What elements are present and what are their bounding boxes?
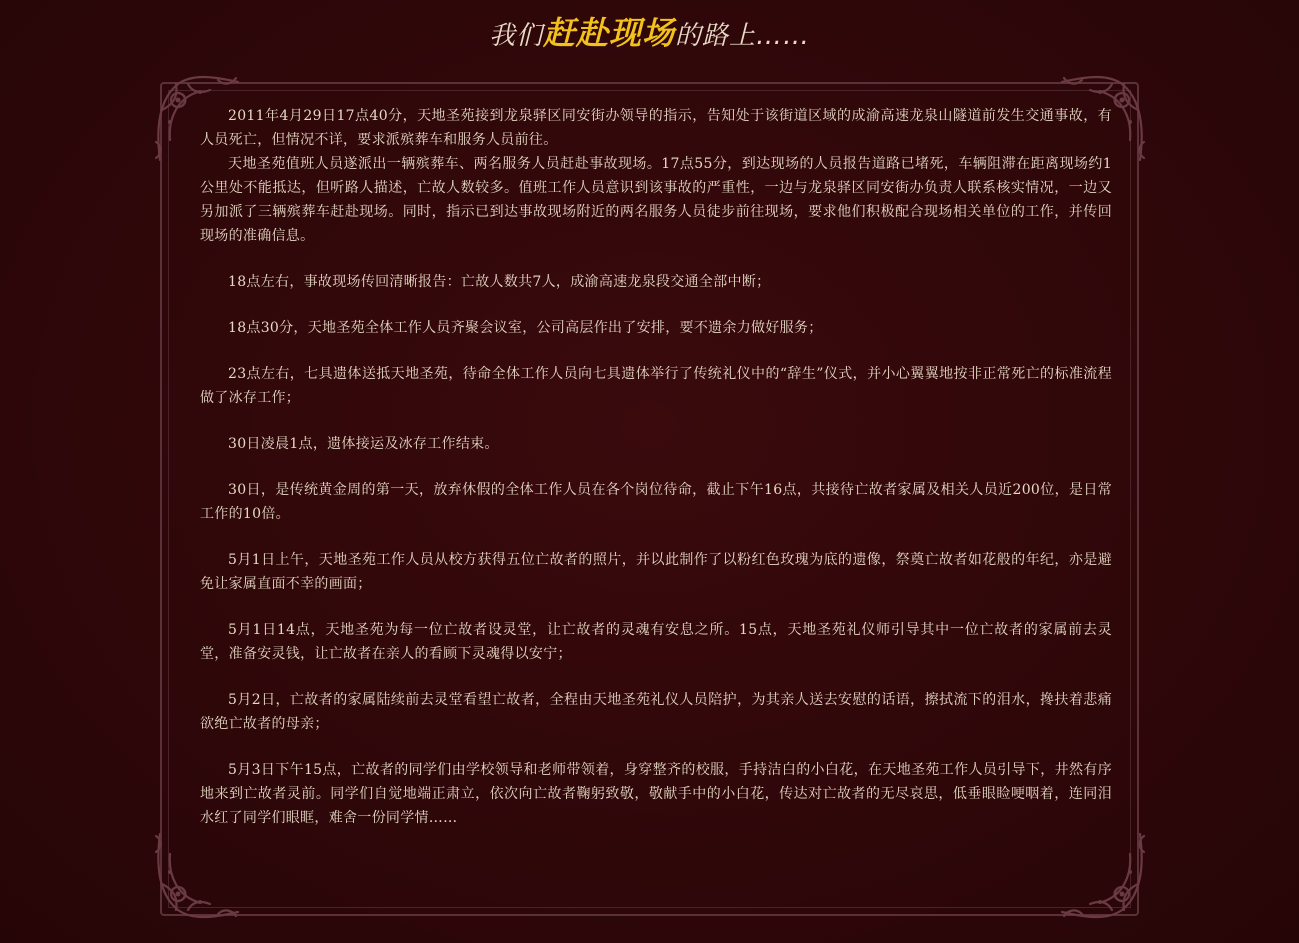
ornament-corner-icon <box>1056 828 1152 924</box>
paragraph: 18点30分，天地圣苑全体工作人员齐聚会议室，公司高层作出了安排，要不遗余力做好服务； <box>228 320 823 336</box>
paragraph: 5月2日，亡故者的家属陆续前去灵堂看望亡故者，全程由天地圣苑礼仪人员陪护，为其亲人送去安慰的话语，擦拭流下的泪水，搀扶着悲痛欲绝亡故者的母亲； <box>200 692 1112 732</box>
article-body <box>200 104 1112 830</box>
paragraph: 5月3日下午15点，亡故者的同学们由学校领导和老师带领着，身穿整齐的校服，手持洁白的小白花，在天地圣苑工作人员引导下，井然有序地来到亡故者灵前。同学们自觉地端正肃立，依次向亡故者鞠躬致敬，敬献手中的小白花，传达对亡故者的无尽哀思，低垂眼睑哽咽着，连同泪水红了同学们眼眶，难舍一份同学情…… <box>200 762 1112 826</box>
title-prefix: 我们 <box>488 21 543 51</box>
paragraph: 18点左右，事故现场传回清晰报告：亡故人数共7人，成渝高速龙泉段交通全部中断； <box>228 274 771 290</box>
paragraph: 2011年4月29日17点40分，天地圣苑接到龙泉驿区同安街办领导的指示，告知处于该街道区域的成渝高速龙泉山隧道前发生交通事故，有人员死亡，但情况不详，要求派殡葬车和服务人员前往。 <box>200 108 1112 148</box>
title-suffix: 的路上…… <box>675 21 811 51</box>
paragraph: 23点左右，七具遗体送抵天地圣苑，待命全体工作人员向七具遗体举行了传统礼仪中的“辞生”仪式，并小心翼翼地按非正常死亡的标准流程做了冰存工作； <box>200 366 1112 406</box>
paragraph: 5月1日上午，天地圣苑工作人员从校方获得五位亡故者的照片，并以此制作了以粉红色玫瑰为底的遗像，祭奠亡故者如花般的年纪，亦是避免让家属直面不幸的画面； <box>200 552 1112 592</box>
ornament-corner-icon <box>148 828 244 924</box>
paragraph: 30日凌晨1点，遗体接运及冰存工作结束。 <box>228 436 499 452</box>
page-title <box>0 10 1299 59</box>
paragraph: 5月1日14点，天地圣苑为每一位亡故者设灵堂，让亡故者的灵魂有安息之所。15点，天地圣苑礼仪师引导其中一位亡故者的家属前去灵堂，准备安灵钱，让亡故者在亲人的看顾下灵魂得以安宁； <box>200 622 1112 662</box>
paragraph: 30日，是传统黄金周的第一天，放弃休假的全体工作人员在各个岗位待命，截止下午16点，共接待亡故者家属及相关人员近200位，是日常工作的10倍。 <box>200 482 1112 522</box>
paragraph: 天地圣苑值班人员遂派出一辆殡葬车、两名服务人员赶赴事故现场。17点55分，到达现场的人员报告道路已堵死，车辆阻滞在距离现场约1公里处不能抵达，但听路人描述，亡故人数较多。值班工作人员意识到该事故的严重性，一边与龙泉驿区同安街办负责人联系核实情况，一边又另加派了三辆殡葬车赶赴现场。同时，指示已到达事故现场附近的两名服务人员徒步前往现场，要求他们积极配合现场相关单位的工作，并传回现场的准确信息。 <box>200 156 1112 244</box>
title-highlight: 赶赴现场 <box>542 14 675 52</box>
